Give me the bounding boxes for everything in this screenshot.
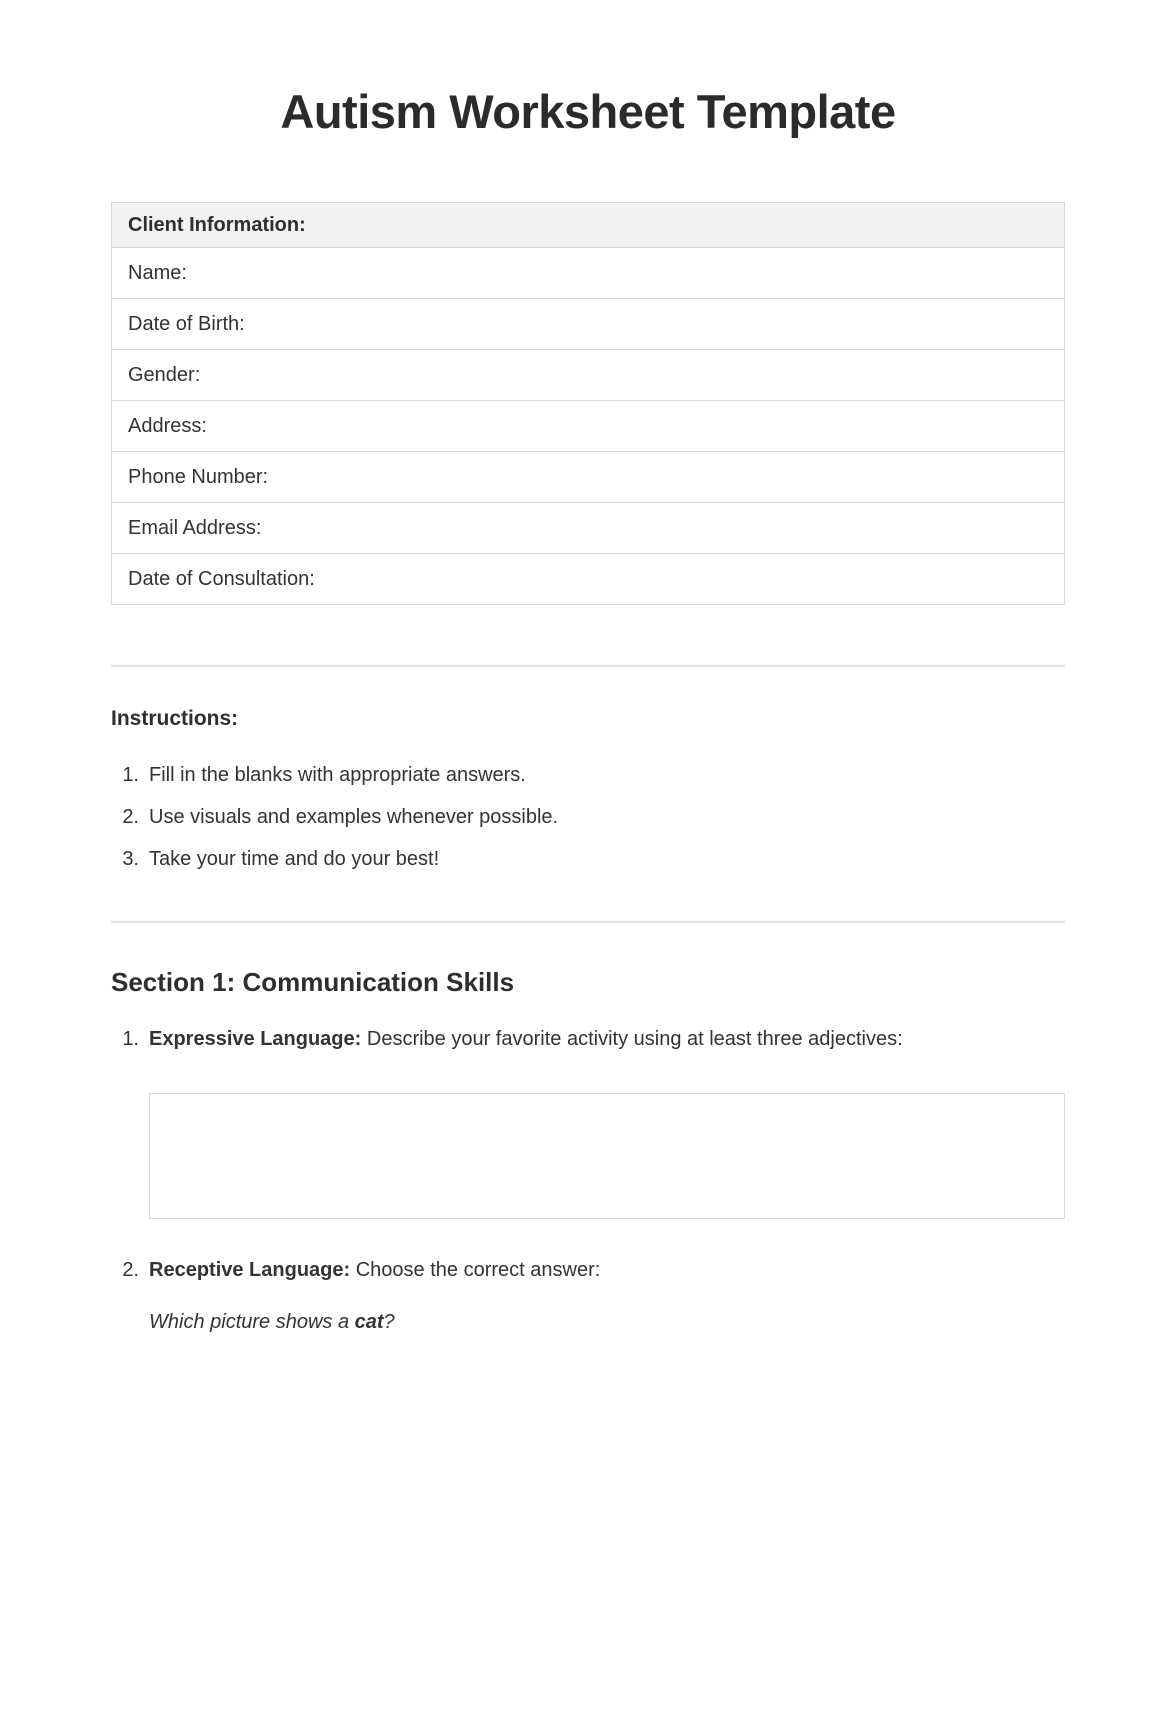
- field-label-name: Name:: [112, 248, 1065, 299]
- question-expressive-language: [111, 1025, 1065, 1219]
- list-item-text: Fill in the blanks with appropriate answers.: [149, 764, 526, 786]
- question-prefix: Which picture shows a: [149, 1311, 355, 1333]
- question-text: Describe your favorite activity using at least three adjectives:: [366, 1028, 903, 1050]
- field-label-phone-number: Phone Number:: [112, 452, 1065, 503]
- table-row: [112, 350, 1065, 401]
- question-text: Choose the correct answer:: [355, 1259, 601, 1281]
- table-row: [112, 503, 1065, 554]
- section-1-list: [111, 1025, 1065, 1336]
- question-bold-word: cat: [354, 1311, 384, 1333]
- table-row: [112, 299, 1065, 350]
- client-information-table: [111, 202, 1065, 605]
- field-label-date-of-birth: Date of Birth:: [112, 299, 1065, 350]
- question-label: Receptive Language:: [149, 1259, 351, 1281]
- question-suffix: ?: [383, 1311, 395, 1333]
- table-row: [112, 401, 1065, 452]
- list-number: 3.: [122, 848, 139, 870]
- list-item: [111, 761, 1065, 789]
- list-item-text: Use visuals and examples whenever possible.: [149, 806, 559, 828]
- list-number: 2.: [122, 806, 139, 828]
- section-1-heading: Section 1: Communication Skills: [111, 967, 515, 997]
- instructions-list: [111, 761, 1065, 873]
- section-divider: [111, 921, 1065, 923]
- question-label: Expressive Language:: [149, 1028, 362, 1050]
- field-label-gender: Gender:: [112, 350, 1065, 401]
- instructions-heading: Instructions:: [111, 707, 239, 730]
- question-receptive-language: [111, 1256, 1065, 1336]
- table-row: [112, 554, 1065, 605]
- client-information-header: Client Information:: [112, 203, 1065, 248]
- answer-box[interactable]: [149, 1093, 1065, 1219]
- field-label-email-address: Email Address:: [112, 503, 1065, 554]
- section-divider: [111, 665, 1065, 667]
- list-item: [111, 803, 1065, 831]
- table-row: [112, 452, 1065, 503]
- list-number: 1.: [122, 764, 139, 786]
- multiple-choice-question: [149, 1308, 1065, 1336]
- table-row: [112, 248, 1065, 299]
- list-number: 2.: [122, 1259, 139, 1281]
- worksheet-page: [111, 86, 1065, 1336]
- list-number: 1.: [122, 1028, 139, 1050]
- list-item-text: Take your time and do your best!: [149, 848, 440, 870]
- field-label-date-of-consultation: Date of Consultation:: [112, 554, 1065, 605]
- field-label-address: Address:: [112, 401, 1065, 452]
- list-item: [111, 845, 1065, 873]
- page-title: Autism Worksheet Template: [280, 85, 896, 138]
- table-header-row: [112, 203, 1065, 248]
